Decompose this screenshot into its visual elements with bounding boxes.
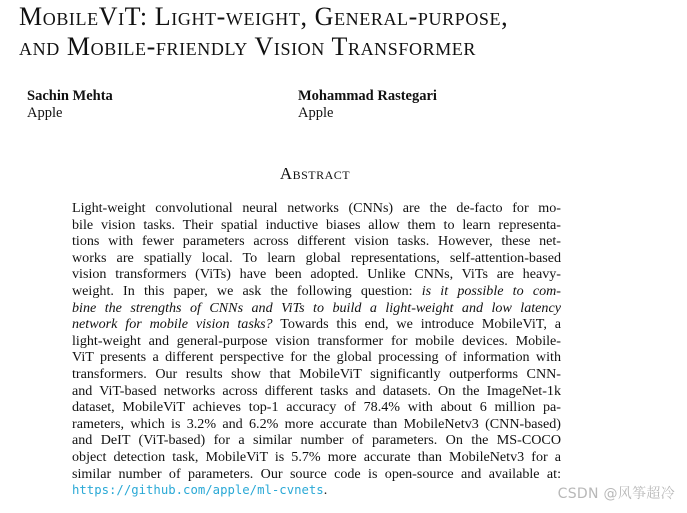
abstract-line: object detection task, MobileViT is 5.7% more accurate than MobileNetv3 for a bbox=[72, 448, 561, 465]
abstract-line: and ViT-based networks across different tasks and datasets. On the ImageNet-1k bbox=[72, 382, 561, 399]
abstract-line: tions with fewer parameters across different vision tasks. However, these net- bbox=[72, 233, 561, 250]
abstract-end-period: . bbox=[323, 482, 328, 499]
abstract-line: transformers. Our results show that MobileViT significantly outperforms CNN- bbox=[72, 365, 561, 382]
research-question-part-2: bine the strengths of CNNs and ViTs to build a light-weight and low latency bbox=[72, 299, 561, 316]
title-line-1: MobileViT: Light-weight, General-purpose, bbox=[19, 2, 509, 31]
research-question-part-1: is it possible to com- bbox=[421, 282, 561, 299]
abstract-line-question-end bbox=[72, 316, 561, 333]
abstract-line: Light-weight convolutional neural networks (CNNs) are the de-facto for mo- bbox=[72, 200, 561, 216]
abstract-line: vision transformers (ViTs) have been adopted. Unlike CNNs, ViTs are heavy- bbox=[72, 266, 561, 283]
source-code-link[interactable]: https://github.com/apple/ml-cvnets bbox=[72, 483, 324, 498]
author-affiliation: Apple bbox=[298, 105, 334, 121]
abstract-text: weight. In this paper, we ask the following question: bbox=[72, 282, 422, 299]
paper-title bbox=[19, 2, 679, 62]
abstract-line-question-start bbox=[72, 283, 561, 300]
author-name: Sachin Mehta bbox=[27, 88, 113, 104]
research-question-part-3: network for mobile vision tasks? bbox=[72, 316, 273, 333]
abstract-line: ViT presents a different perspective for the global processing of information with bbox=[72, 349, 561, 366]
abstract-line-question bbox=[72, 300, 561, 317]
abstract-heading: Abstract bbox=[279, 164, 351, 183]
abstract-text: Towards this end, we introduce MobileViT, a bbox=[272, 316, 561, 333]
abstract-body bbox=[72, 200, 561, 499]
author-name: Mohammad Rastegari bbox=[298, 88, 437, 104]
abstract-line: light-weight and general-purpose vision transformer for mobile devices. Mobile- bbox=[72, 332, 561, 349]
abstract-line-final bbox=[72, 482, 561, 499]
watermark: CSDN @风筝超冷 bbox=[557, 486, 675, 502]
abstract-line: bile vision tasks. Their spatial inductive biases allow them to learn representa- bbox=[72, 216, 561, 233]
author-1 bbox=[27, 88, 113, 122]
abstract-line: dataset, MobileViT achieves top-1 accuracy of 78.4% with about 6 million pa- bbox=[72, 399, 561, 416]
author-2 bbox=[298, 88, 437, 122]
abstract-line: and DeIT (ViT-based) for a similar number of parameters. On the MS-COCO bbox=[72, 432, 561, 449]
abstract-line: rameters, which is 3.2% and 6.2% more accurate than MobileNetv3 (CNN-based) bbox=[72, 415, 561, 432]
abstract-line: similar number of parameters. Our source code is open-source and available at: bbox=[72, 465, 561, 482]
abstract-line: works are spatially local. To learn global representations, self-attention-based bbox=[72, 249, 561, 266]
author-affiliation: Apple bbox=[27, 105, 63, 121]
title-line-2: and Mobile-friendly Vision Transformer bbox=[19, 32, 477, 61]
